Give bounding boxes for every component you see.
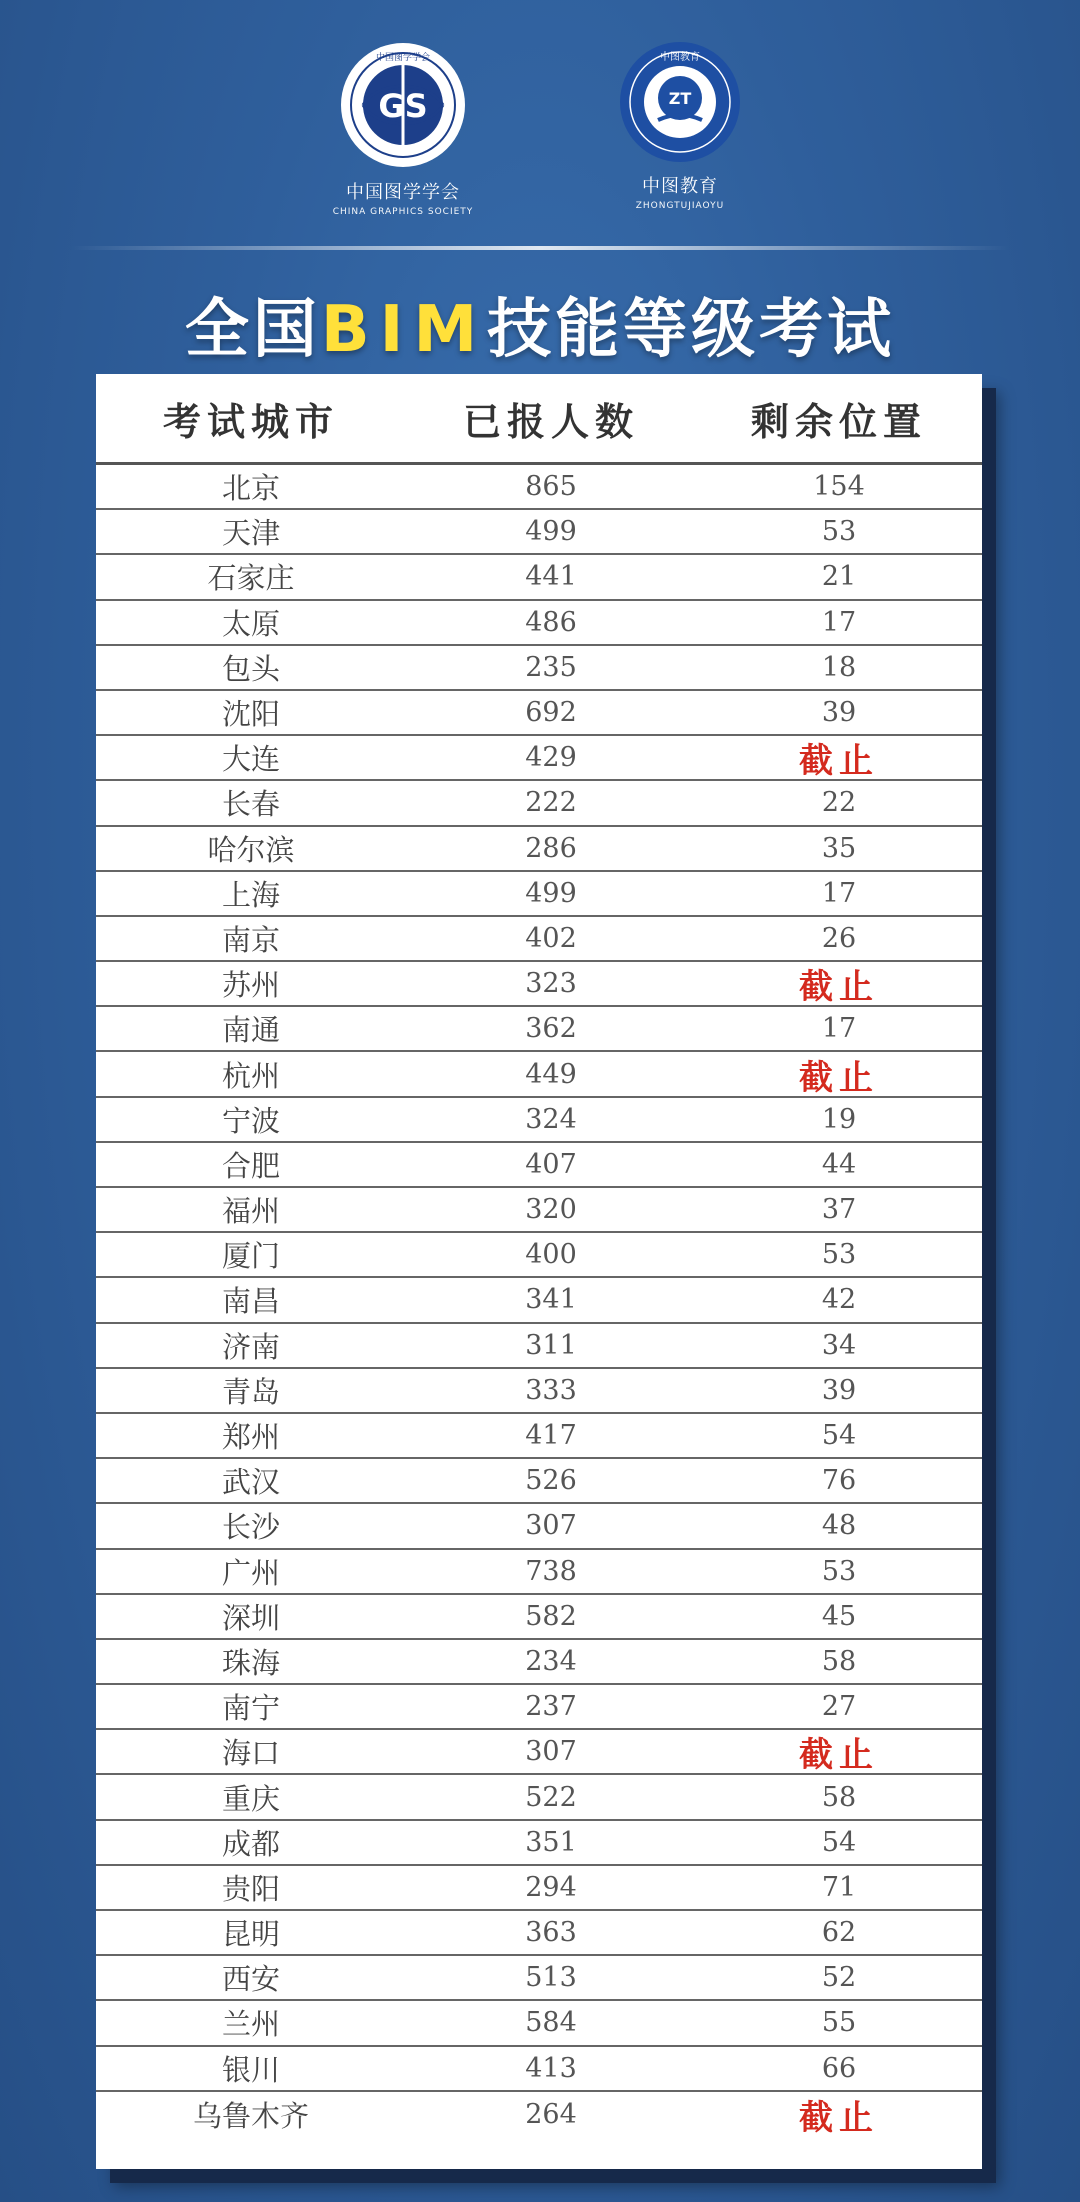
table-row (96, 646, 982, 691)
table-row (96, 1414, 982, 1459)
cell-registered: 307 (525, 1736, 577, 1768)
cell-remaining: 55 (821, 2007, 857, 2039)
table-row (96, 917, 982, 962)
cell-city: 南昌 (221, 1284, 280, 1319)
cell-registered: 499 (525, 516, 577, 548)
cell-city: 沈阳 (221, 697, 280, 732)
cell-city: 福州 (221, 1194, 280, 1229)
cell-remaining: 截止 (799, 741, 879, 782)
table-row (96, 1956, 982, 2001)
table-row (96, 1052, 982, 1097)
table-header (96, 374, 982, 465)
table-row (96, 1324, 982, 1369)
cell-remaining: 34 (821, 1329, 857, 1361)
cell-remaining: 48 (821, 1510, 857, 1542)
cell-city: 银川 (221, 2052, 280, 2087)
cell-city: 包头 (221, 651, 280, 686)
cell-remaining: 53 (821, 1239, 857, 1271)
table-row (96, 1866, 982, 1911)
cell-city: 青岛 (221, 1374, 280, 1409)
cell-registered: 400 (525, 1239, 577, 1271)
title-prefix: 全国 (184, 293, 321, 367)
logo-header (0, 40, 1080, 220)
cell-city: 广州 (221, 1555, 280, 1590)
svg-text:ZT: ZT (668, 89, 692, 108)
cell-remaining: 66 (821, 2052, 857, 2084)
cell-remaining: 53 (821, 1555, 857, 1587)
table-row (96, 1098, 982, 1143)
cell-remaining: 截止 (799, 1057, 879, 1098)
cell-remaining: 71 (821, 1871, 857, 1903)
cell-registered: 234 (525, 1645, 577, 1677)
table-row (96, 2092, 982, 2137)
table-row (96, 1188, 982, 1233)
table-row (96, 1730, 982, 1775)
cell-remaining: 17 (821, 1013, 857, 1045)
cell-city: 南京 (221, 922, 280, 957)
cgs-name-cn: 中国图学学会 (346, 182, 460, 203)
cell-remaining: 21 (821, 561, 857, 593)
cell-remaining: 53 (821, 516, 857, 548)
page-title (0, 278, 1080, 370)
cell-registered: 264 (525, 2098, 577, 2130)
table-row (96, 1550, 982, 1595)
cell-remaining: 54 (821, 1826, 857, 1858)
cell-remaining: 58 (821, 1645, 857, 1677)
cell-registered: 237 (525, 1691, 577, 1723)
cell-city: 大连 (221, 742, 280, 777)
cell-city: 杭州 (221, 1058, 280, 1093)
cell-city: 北京 (221, 471, 280, 506)
divider-glow (70, 246, 1010, 250)
table-row (96, 736, 982, 781)
cell-city: 太原 (221, 606, 280, 641)
table-row (96, 1775, 982, 1820)
cell-remaining: 62 (821, 1917, 857, 1949)
cell-remaining: 截止 (799, 2097, 879, 2138)
cell-registered: 294 (525, 1871, 577, 1903)
header-city: 考试城市 (162, 399, 339, 444)
cell-registered: 449 (525, 1058, 577, 1090)
cell-registered: 402 (525, 922, 577, 954)
cell-remaining: 58 (821, 1781, 857, 1813)
cell-city: 乌鲁木齐 (192, 2098, 309, 2133)
cell-registered: 522 (525, 1781, 577, 1813)
table-row (96, 872, 982, 917)
cell-remaining: 54 (821, 1420, 857, 1452)
cell-remaining: 37 (821, 1194, 857, 1226)
cell-city: 厦门 (221, 1239, 280, 1274)
cell-registered: 324 (525, 1103, 577, 1135)
table-body (96, 465, 982, 2137)
cell-remaining: 18 (821, 651, 857, 683)
cell-city: 贵阳 (221, 1871, 280, 1906)
cell-remaining: 76 (821, 1465, 857, 1497)
exam-table (96, 374, 982, 2169)
cell-remaining: 19 (821, 1103, 857, 1135)
table-row (96, 1459, 982, 1504)
table-row (96, 2001, 982, 2046)
table-row (96, 555, 982, 600)
cell-city: 哈尔滨 (207, 832, 295, 867)
svg-text:中国图学学会: 中国图学学会 (375, 53, 431, 63)
svg-text:中图教育: 中图教育 (660, 52, 700, 63)
cgs-emblem-icon (338, 40, 468, 170)
cell-city: 郑州 (221, 1420, 280, 1455)
cell-registered: 286 (525, 832, 577, 864)
cell-registered: 513 (525, 1962, 577, 1994)
cell-registered: 413 (525, 2052, 577, 2084)
table-row (96, 962, 982, 1007)
cell-registered: 362 (525, 1013, 577, 1045)
zt-logo (560, 40, 800, 211)
table-row (96, 1504, 982, 1549)
cell-city: 长沙 (221, 1510, 280, 1545)
cell-registered: 582 (525, 1600, 577, 1632)
cell-remaining: 27 (821, 1691, 857, 1723)
table-row (96, 1821, 982, 1866)
cell-registered: 865 (525, 471, 577, 503)
cell-remaining: 22 (821, 787, 857, 819)
cell-city: 天津 (221, 516, 280, 551)
cell-remaining: 35 (821, 832, 857, 864)
cell-remaining: 42 (821, 1284, 857, 1316)
header-registered: 已报人数 (462, 399, 639, 444)
table-row (96, 781, 982, 826)
cell-registered: 486 (525, 606, 577, 638)
table-row (96, 691, 982, 736)
cell-registered: 323 (525, 968, 577, 1000)
table-row (96, 1233, 982, 1278)
cell-city: 济南 (221, 1329, 280, 1364)
cell-city: 宁波 (221, 1103, 280, 1138)
zt-name-cn: 中图教育 (642, 176, 718, 197)
cell-registered: 692 (525, 697, 577, 729)
cell-city: 海口 (221, 1736, 280, 1771)
cell-city: 石家庄 (207, 561, 295, 596)
title-suffix: 技能等级考试 (487, 293, 896, 367)
cell-registered: 320 (525, 1194, 577, 1226)
cell-registered: 222 (525, 787, 577, 819)
cell-city: 合肥 (221, 1148, 280, 1183)
table-row (96, 1911, 982, 1956)
cell-remaining: 截止 (799, 967, 879, 1008)
cell-remaining: 45 (821, 1600, 857, 1632)
cell-registered: 441 (525, 561, 577, 593)
table-row (96, 1685, 982, 1730)
cell-remaining: 154 (813, 471, 865, 503)
svg-text:GS: GS (378, 87, 428, 125)
table-row (96, 465, 982, 510)
cell-city: 西安 (221, 1962, 280, 1997)
table-row (96, 1278, 982, 1323)
cell-city: 珠海 (221, 1645, 280, 1680)
cell-registered: 341 (525, 1284, 577, 1316)
cell-city: 南通 (221, 1013, 280, 1048)
table-row (96, 1640, 982, 1685)
cell-city: 南宁 (221, 1691, 280, 1726)
header-remaining: 剩余位置 (750, 399, 927, 444)
cell-registered: 311 (525, 1329, 577, 1361)
table-row (96, 1369, 982, 1414)
table-row (96, 601, 982, 646)
cell-remaining: 39 (821, 1374, 857, 1406)
cell-registered: 738 (525, 1555, 577, 1587)
table-row (96, 1143, 982, 1188)
cell-city: 上海 (221, 877, 280, 912)
table-row (96, 827, 982, 872)
cell-registered: 407 (525, 1148, 577, 1180)
cell-registered: 429 (525, 742, 577, 774)
cell-registered: 351 (525, 1826, 577, 1858)
cell-city: 长春 (221, 787, 280, 822)
cell-city: 重庆 (221, 1781, 280, 1816)
cell-remaining: 26 (821, 922, 857, 954)
cell-remaining: 17 (821, 606, 857, 638)
cell-city: 昆明 (221, 1917, 280, 1952)
cell-registered: 499 (525, 877, 577, 909)
cell-city: 成都 (221, 1826, 280, 1861)
cell-registered: 333 (525, 1374, 577, 1406)
cell-remaining: 44 (821, 1148, 857, 1180)
title-highlight: BIM (320, 293, 488, 367)
cell-registered: 363 (525, 1917, 577, 1949)
table-row (96, 1595, 982, 1640)
cell-remaining: 17 (821, 877, 857, 909)
cell-registered: 307 (525, 1510, 577, 1542)
table-row (96, 510, 982, 555)
cell-registered: 235 (525, 651, 577, 683)
zt-name-en: ZHONGTUJIAOYU (635, 201, 725, 211)
cgs-name-en: CHINA GRAPHICS SOCIETY (332, 207, 474, 217)
cell-registered: 526 (525, 1465, 577, 1497)
cell-registered: 584 (525, 2007, 577, 2039)
cell-city: 深圳 (221, 1600, 280, 1635)
zt-emblem-icon (618, 40, 742, 164)
cell-city: 兰州 (221, 2007, 280, 2042)
cgs-logo (283, 40, 523, 217)
cell-registered: 417 (525, 1420, 577, 1452)
cell-city: 苏州 (221, 968, 280, 1003)
cell-city: 武汉 (221, 1465, 280, 1500)
cell-remaining: 截止 (799, 1735, 879, 1776)
cell-remaining: 39 (821, 697, 857, 729)
table-row (96, 2047, 982, 2092)
cell-remaining: 52 (821, 1962, 857, 1994)
table-row (96, 1007, 982, 1052)
